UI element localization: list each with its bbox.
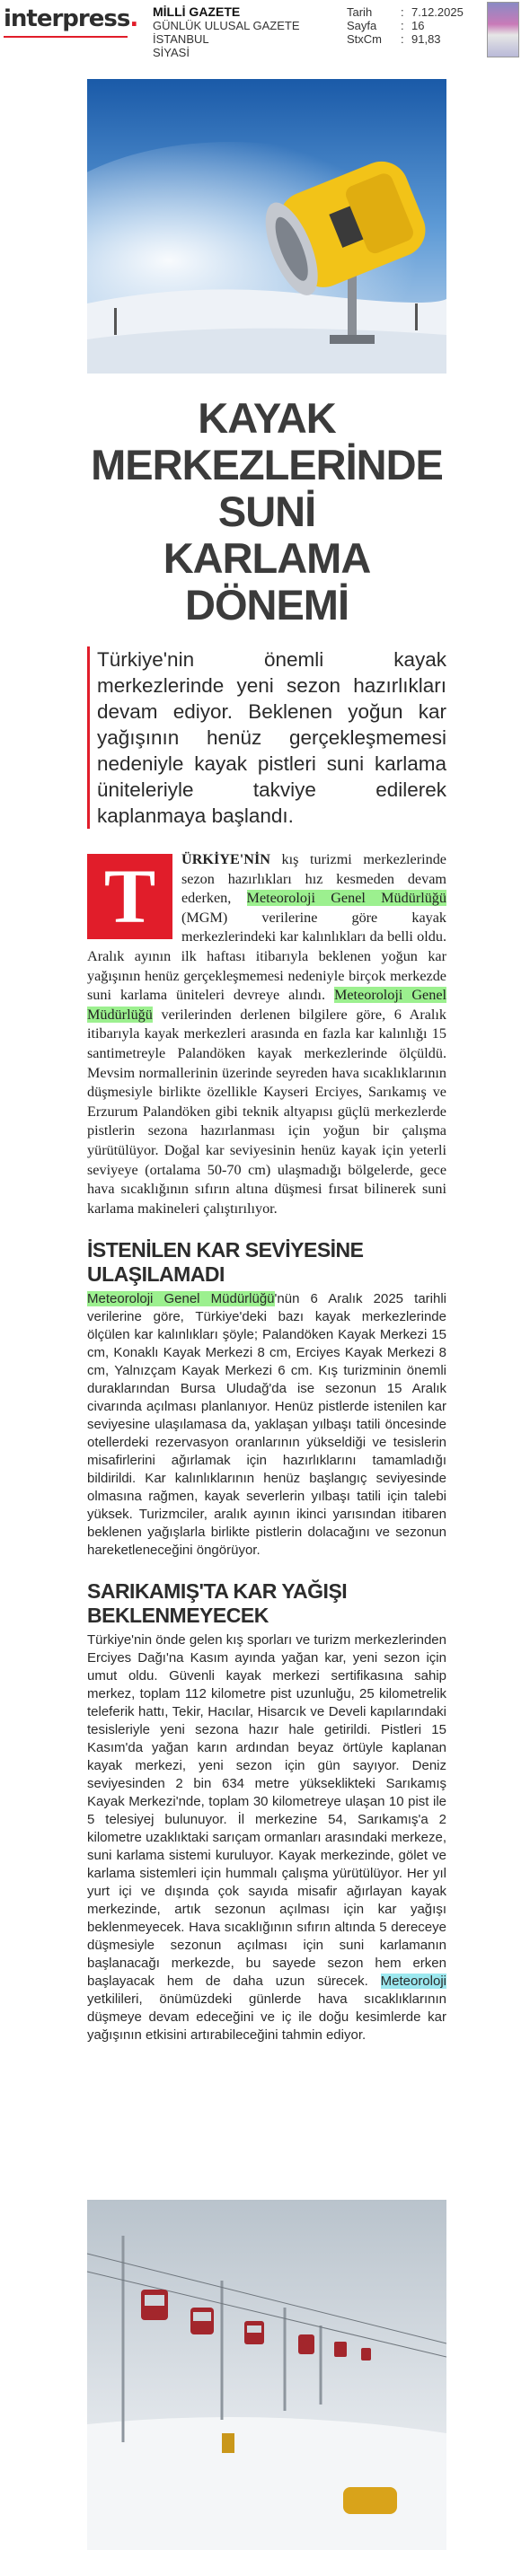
publication-type: SİYASİ — [153, 46, 190, 59]
paragraph-2: Meteoroloji Genel Müdürlüğü'nün 6 Aralık 2025 tarihli verilerine göre, Türkiye'deki bazı kayak merkezlerinde ölçülen kar kalınlıkları şöyle; Palandöken Kayak Merkezi 15 cm, Konaklı Kayak Merkezi 8 cm, Erciyes Kayak Merkezi 8 cm, Yalnızçam Kayak Merkezi 6 cm. Kış turizminin önemli duraklarından Bursa Uludağ'da ise sezonun 15 Aralık civarında açılması planlanıyor. Henüz pistlerde istenilen kar seviyesine ulaşılamasa da, yaklaşan yılbaşı tatili öncesinde otellerdeki rezervasyon oranlarının yükseldiği ve tesislerin misafirlerini ağırlamak için hazırlıklarını tamamladığı bildirildi. Kar kalınlıklarının henüz başlangıç seviyesinde olmasına rağmen, kayak severlerin yılbaşı tatili için talebi yüksek. Turizmciler, aralık ayının ikinci yarısından itibaren beklenen yağışlarla birlikte pistlerin dolacağını ve sezonun hareketleneceğini öngörüyor. — [87, 1291, 446, 1559]
publication-city: İSTANBUL — [153, 32, 209, 46]
publication-info — [153, 5, 300, 59]
gondola-photo — [87, 2200, 446, 2550]
meta-size: StxCm : 91,83 — [347, 32, 441, 46]
highlight-mgm: Meteoroloji Genel Müdürlüğü — [246, 890, 446, 907]
article — [87, 79, 446, 2044]
article-body — [87, 850, 446, 1218]
highlight-meteoroloji: Meteoroloji — [380, 1974, 446, 1990]
headline-line-1: KAYAK — [198, 394, 336, 442]
spot-text: Türkiye'nin önemli kayak merkezlerinde yeni sezon hazırlıkları devam ediyor. Beklenen yoğun kar yağışının henüz gerçekleşmemesi nedeniyle kayak pistleri suni karlama üniteleriyle takviye edilerek kaplanmaya başlandı. — [87, 646, 446, 829]
snow-cannon-photo — [87, 79, 446, 374]
section-2-body — [87, 1631, 446, 2044]
interpress-logo: interpress. — [4, 5, 138, 32]
meta-date: Tarih : 7.12.2025 — [347, 5, 464, 19]
subheading-1: İSTENİLEN KAR SEVİYESİNE ULAŞILAMADI — [87, 1238, 364, 1287]
publication-category: GÜNLÜK ULUSAL GAZETE — [153, 19, 300, 32]
dropcap: T — [87, 854, 172, 939]
clipping-header — [0, 0, 530, 70]
paragraph-3: Türkiye'nin önde gelen kış sporları ve turizm merkezlerinden Erciyes Dağı'na Kasım ayında yağan kar, yeni sezon için umut oldu. Güvenli kayak merkezi sertifikasına sahip merkez, toplam 112 kilometre pist uzunluğu, 25 kilometrelik teleferik hattı, Tekir, Hacılar, Hisarcık ve Develi kapılarındaki tesisleriyle yeni sezona hazır hale getirildi. Pistleri 15 Kasım'da yağan karın ardından beyaz örtüyle kaplanan kayak merkezi, yeni sezon için gün sayıyor. Deniz seviyesinden 2 bin 634 metre yükseklikteki Sarıkamış Kayak Merkezi'nde, toplam 30 kilometreye ulaşan 10 pist ile 5 telesiyej bulunuyor. İl merkezine 54, Sarıkamış'a 2 kilometre uzaklıktaki sarıçam ormanları arasındaki merkeze, suni karlama sistemi kuruluyor. Kayak merkezinde, gölet ve karlama sistemleri için hummalı çalışma yürütülüyor. Her yıl yurt içi ve dışında çok sayıda misafir ağırlayan kayak merkezinde, artık sezonun açılması için kar yağışı beklenmeyecek. Hava sıcaklığının sıfırın altında 5 dereceye düşmesiyle sezonun açılması için suni karlamanın başlanacağı merkezde, bu sayede sezon hem erken başlayacak hem de daha uzun sürecek. Meteoroloji yetkilileri, önümüzdeki günlerde hava sıcaklıklarının düşmeye devam edeceğini ve iç ile doğu kesimlerde kar yağışının etkisini artırabileceğini tahmin ediyor. — [87, 1632, 446, 2044]
highlight-mgm: Meteoroloji Genel Müdürlüğü — [87, 1291, 275, 1307]
clipping-meta — [347, 5, 464, 46]
headline-line-3: KARLAMA DÖNEMİ — [163, 534, 371, 629]
subheading-2: SARIKAMIŞ'TA KAR YAĞIŞI BEKLENMEYECEK — [87, 1579, 348, 1628]
logo-underline — [4, 36, 128, 38]
paragraph-1: T ÜRKİYE'NİN kış turizmi merkezlerinde sezon hazırlıkları hız kesmeden devam ederken, Meteoroloji Genel Müdürlüğü (MGM) verilerine göre kayak merkezlerindeki kar kalınlıkları da belli oldu. Aralık ayının ilk haftası itibarıyla beklenen yoğun kar yağışının henüz gerçekleşmemesi nedeniyle birçok merkezde suni karlama üniteleri devreye alındı. Meteoroloji Genel Müdürlüğü verilerinden derlenen bilgilere göre, 6 Aralık itibarıyla kayak merkezleri arasında en fazla kar kalınlığı 15 santimetreyle Palandöken kayak merkezlerinde ölçüldü. Mevsim normallerinin üzerinde seyreden hava sıcaklıklarının düşmesiyle birlikte özellikle Kayseri Erciyes, Sarıkamış ve Erzurum Palandöken gibi teknik altyapısı güçlü merkezlerde pistlerin sezona hazırlanması için yoğun bir çalışma yürütülüyor. Doğal kar seviyesinin henüz kayak için yeterli seviyeye (ortalama 50-70 cm) ulaşmadığı bölgelerde, gece hava sıcaklığının sıfırın altına düşmesi fırsat bilinerek suni karlama makineleri çalıştırılıyor. — [87, 851, 446, 1217]
section-1-body — [87, 1290, 446, 1560]
headline — [87, 395, 446, 629]
meta-page: Sayfa : 16 — [347, 19, 425, 32]
publication-name: MİLLİ GAZETE — [153, 4, 241, 19]
page-thumbnail — [487, 2, 519, 57]
highlight-mgm: Meteoroloji Genel Müdürlüğü — [87, 987, 446, 1023]
headline-line-2: MERKEZLERİNDE SUNİ — [91, 441, 443, 535]
